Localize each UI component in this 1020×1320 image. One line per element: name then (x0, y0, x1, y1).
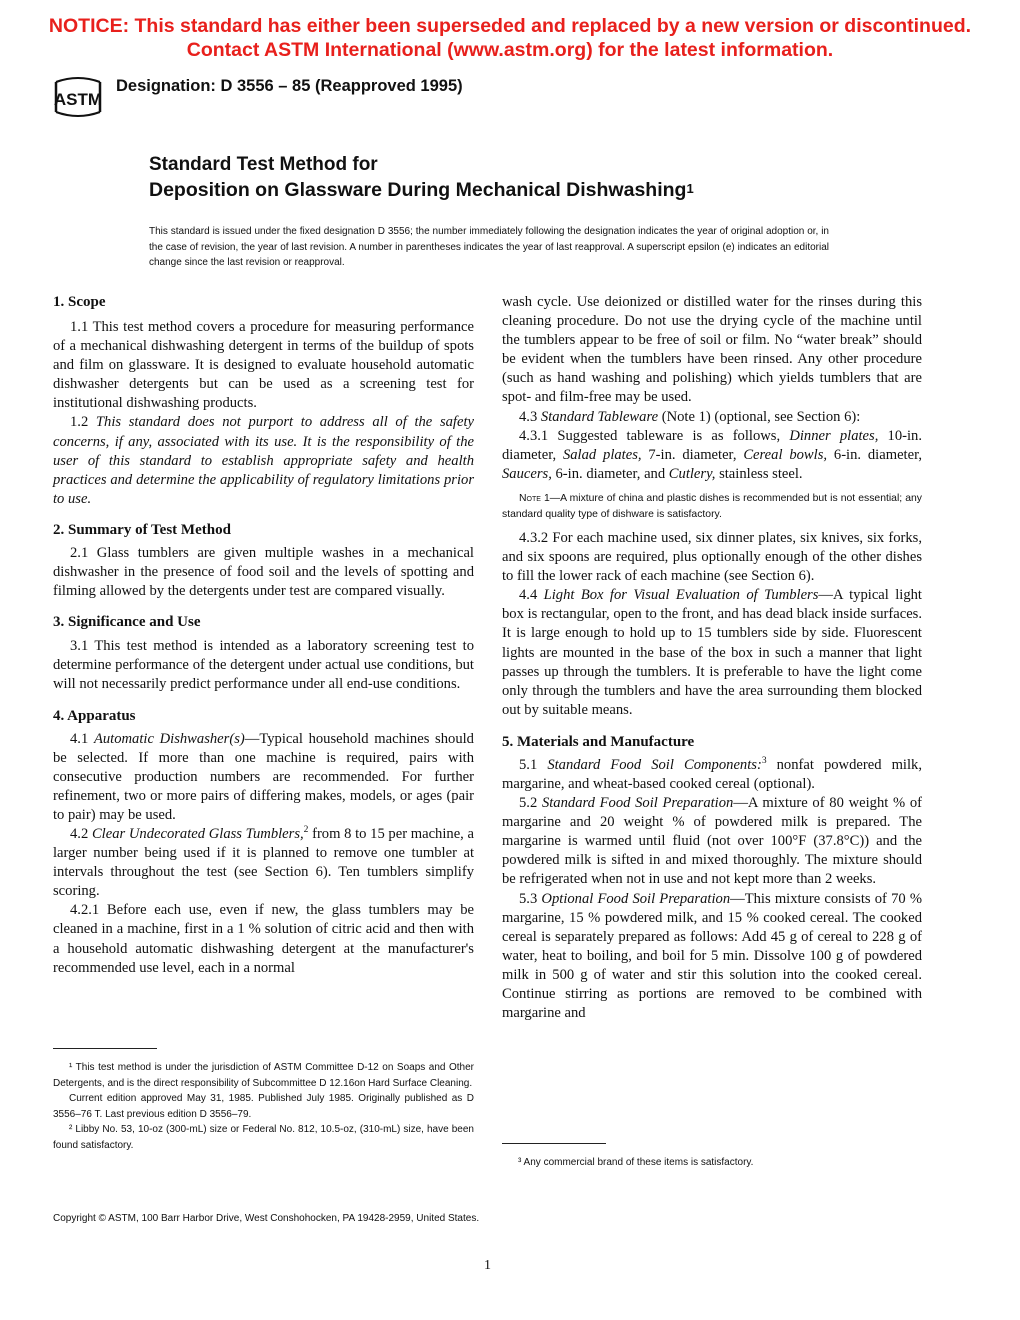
paragraph-number: 1.2 (70, 414, 89, 431)
title-footnote-mark: 1 (686, 181, 694, 196)
paragraph-number: 4.4 (519, 587, 538, 604)
footnote-rule (53, 1048, 157, 1049)
paragraph-5-2 (502, 794, 922, 889)
paragraph-3-1: 3.1 This test method is intended as a laboratory screening test to determine performance of the detergent under actual use conditions, but will not necessarily predict performance under all end-use conditions. (53, 638, 474, 693)
paragraph-4-2-1: 4.2.1 Before each use, even if new, the glass tumblers may be cleaned in a machine, first in a 1 % solution of citric acid and then with a household automatic dishwashing detergent at the manufacturer's recommended use level, each in a normal (53, 902, 474, 976)
paragraph-4-4 (502, 586, 922, 720)
document-title (149, 153, 694, 203)
paragraph-number: 5.1 (519, 756, 538, 773)
astm-logo-icon (52, 76, 104, 118)
paragraph-text: (Note 1) (optional, see Section 6): (658, 408, 861, 425)
paragraph-5-1 (502, 756, 922, 794)
paragraph-1-2 (53, 413, 474, 508)
term: Saucers, (502, 465, 552, 482)
footnotes-left (53, 1060, 474, 1153)
footnote-mark: 2 (303, 825, 309, 836)
notice-line-1: NOTICE: This standard has either been superseded and replaced by a new version or discontinued. (48, 15, 972, 37)
section-heading-apparatus: 4. Apparatus (53, 707, 136, 724)
term: Optional Food Soil Preparation (541, 890, 731, 907)
paragraph-text: 10-in. diameter, (502, 427, 922, 463)
title-line-2 (149, 177, 694, 203)
paragraph-4-3 (502, 408, 922, 427)
paragraph-number: 4.2 (70, 825, 89, 842)
paragraph-text: nonfat powdered milk, margarine, and wheat-based cooked cereal (optional). (502, 756, 922, 792)
safety-statement: This standard does not purport to address all of the safety concerns, if any, associated with its use. It is the responsibility of the user of this standard to establish appropriate safety and health practices and determine the applicability of regulatory limitations prior to use. (53, 414, 474, 507)
designation: Designation: D 3556 – 85 (Reapproved 1995) (116, 77, 463, 95)
term: Standard Food Soil Preparation (541, 795, 734, 812)
note-text: —A mixture of china and plastic dishes is recommended but is not essential; any standard quality type of dishware is satisfactory. (502, 492, 922, 520)
paragraph-text: —A typical light box is rectangular, open to the front, and has dead black inside surfaces. It is large enough to hold up to 15 tumblers side by side. Fluorescent lights are mounted in the base of the box in such a manner that light passes up through the tumblers. It is preferable to have the light come only through the tumblers and have the area surrounding them blocked out by suitable means. (502, 587, 922, 718)
paragraph-2-1: 2.1 Glass tumblers are given multiple washes in a mechanical dishwasher in the presence of food soil and the levels of spotting and filming allowed by the detergents under test are compared visually. (53, 544, 474, 600)
footnote-3: ³ Any commercial brand of these items is satisfactory. (518, 1157, 754, 1168)
paragraph-5-3 (502, 890, 922, 1024)
left-column (53, 293, 474, 978)
note-1 (502, 491, 922, 523)
title-main: Deposition on Glassware During Mechanical Dishwashing (149, 179, 687, 201)
paragraph-1-1: 1.1 This test method covers a procedure for measuring performance of a mechanical dishwashing detergent in terms of the buildup of spots and film on glassware. It is designed to evaluate household automatic dishwasher detergents but can be used as a screening test for institutional dishwashing products. (53, 319, 474, 412)
term: Standard Tableware (540, 408, 659, 425)
term: Cereal bowls, (743, 446, 828, 463)
paragraph-4-3-1 (502, 427, 922, 484)
page-number: 1 (484, 1258, 491, 1273)
paragraph-number: 5.3 (519, 890, 538, 907)
paragraph-text: —Typical household machines should be selected. If more than one machine is required, pairs with consecutive production numbers are recommended. For further refinement, two or more pairs of differing makes, models, or ages (pair to pair) may be used. (53, 730, 474, 823)
footnote-rule-right (502, 1143, 606, 1144)
astm-logo-text: ASTM (53, 90, 103, 109)
footnotes-right (502, 1155, 922, 1171)
footnote-1: ¹ This test method is under the jurisdiction of ASTM Committee D-12 on Soaps and Other Detergents, and is the direct responsibility of Subcommittee D 12.16on Hard Surface Cleaning. (53, 1062, 474, 1089)
term: Salad plates, (562, 446, 642, 463)
title-line-1: Standard Test Method for (149, 154, 378, 175)
paragraph-number: 4.3 (519, 408, 538, 425)
paragraph-text: 6-in. diameter, (827, 446, 923, 463)
paragraph-text: —This mixture consists of 70 % margarine, 15 % powdered milk, and 15 % cooked cereal. The cooked cereal is separately prepared as follows: Add 45 g of cereal to 228 g of water, heat to boiling, and boil for 5 min. Dissolve 100 g of powdered milk in 500 g of water and stir this solution into the cooked cereal. Continue stirring as portions are removed to be combined with margarine and (502, 890, 922, 1022)
term: Clear Undecorated Glass Tumblers, (91, 825, 304, 842)
issue-note: This standard is issued under the fixed designation D 3556; the number immediately following the designation indicates the year of original adoption or, in the case of revision, the year of last revision. A number in parentheses indicates the year of last reapproval. A superscript epsilon (e) indicates an editorial change since the last revision or reapproval. (149, 226, 829, 268)
section-heading-summary: 2. Summary of Test Method (53, 521, 231, 538)
term: Automatic Dishwasher(s) (93, 730, 245, 747)
paragraph-4-3-2: 4.3.2 For each machine used, six dinner plates, six knives, six forks, and six spoons are required, plus optionally enough of the other dishes to fill the lower rack of each machine (see Section 6). (502, 529, 922, 585)
footnote-2: ² Libby No. 53, 10-oz (300-mL) size or Federal No. 812, 10.5-oz, (310-mL) size, have been found satisfactory. (53, 1124, 474, 1151)
paragraph-text: 7-in. diameter, (641, 446, 744, 463)
paragraph-number: 4.1 (70, 730, 89, 747)
note-label: Note 1 (519, 492, 550, 504)
footnote-1-edition: Current edition approved May 31, 1985. Published July 1985. Originally published as D 3556–76 T. Last previous edition D 3556–79. (53, 1093, 474, 1120)
paragraph-text: 4.3.1 Suggested tableware is as follows, (519, 427, 790, 444)
paragraph-number: 5.2 (519, 795, 538, 812)
section-heading-significance: 3. Significance and Use (53, 614, 201, 631)
term: Light Box for Visual Evaluation of Tumblers (543, 587, 819, 604)
term: Standard Food Soil Components: (547, 756, 762, 773)
paragraph-text: stainless steel. (715, 465, 803, 482)
notice-line-2: Contact ASTM International (www.astm.org) for the latest information. (186, 39, 834, 61)
paragraph-text: —A mixture of 80 weight % of margarine and 20 weight % of powdered milk is prepared. The margarine is warmed until fluid (not over 100°F (37.8°C)) and the powdered milk is sifted in and mixed thoroughly. The mixture should be refrigerated when not in use and not kept more than 2 weeks. (502, 795, 922, 888)
footnote-mark: 3 (761, 756, 767, 767)
section-heading-materials: 5. Materials and Manufacture (502, 733, 695, 750)
paragraph-4-2 (53, 825, 474, 901)
right-column (502, 293, 922, 1023)
paragraph-text: from 8 to 15 per machine, a larger number being used if it is planned to remove one tumbler at intervals throughout the test (see Section 6). Ten tumblers simplify scoring. (53, 825, 474, 900)
paragraph-4-1 (53, 730, 474, 825)
paragraph-4-2-1-continued: wash cycle. Use deionized or distilled water for the rinses during this cleaning procedure. Do not use the drying cycle of the machine until the tumblers appear to be free of soil or film. No “water break” should be evident when the tumblers have been rinsed. Any other procedure (such as hand washing and polishing) which yields tumblers that are spot- and film-free may be used. (502, 294, 922, 406)
copyright: Copyright © ASTM, 100 Barr Harbor Drive, West Conshohocken, PA 19428-2959, United States. (53, 1213, 480, 1224)
paragraph-text: 6-in. diameter, and (551, 465, 669, 482)
notice-banner (0, 14, 1020, 62)
term: Cutlery, (668, 465, 716, 482)
section-heading-scope: 1. Scope (53, 294, 106, 310)
term: Dinner plates, (789, 427, 879, 444)
